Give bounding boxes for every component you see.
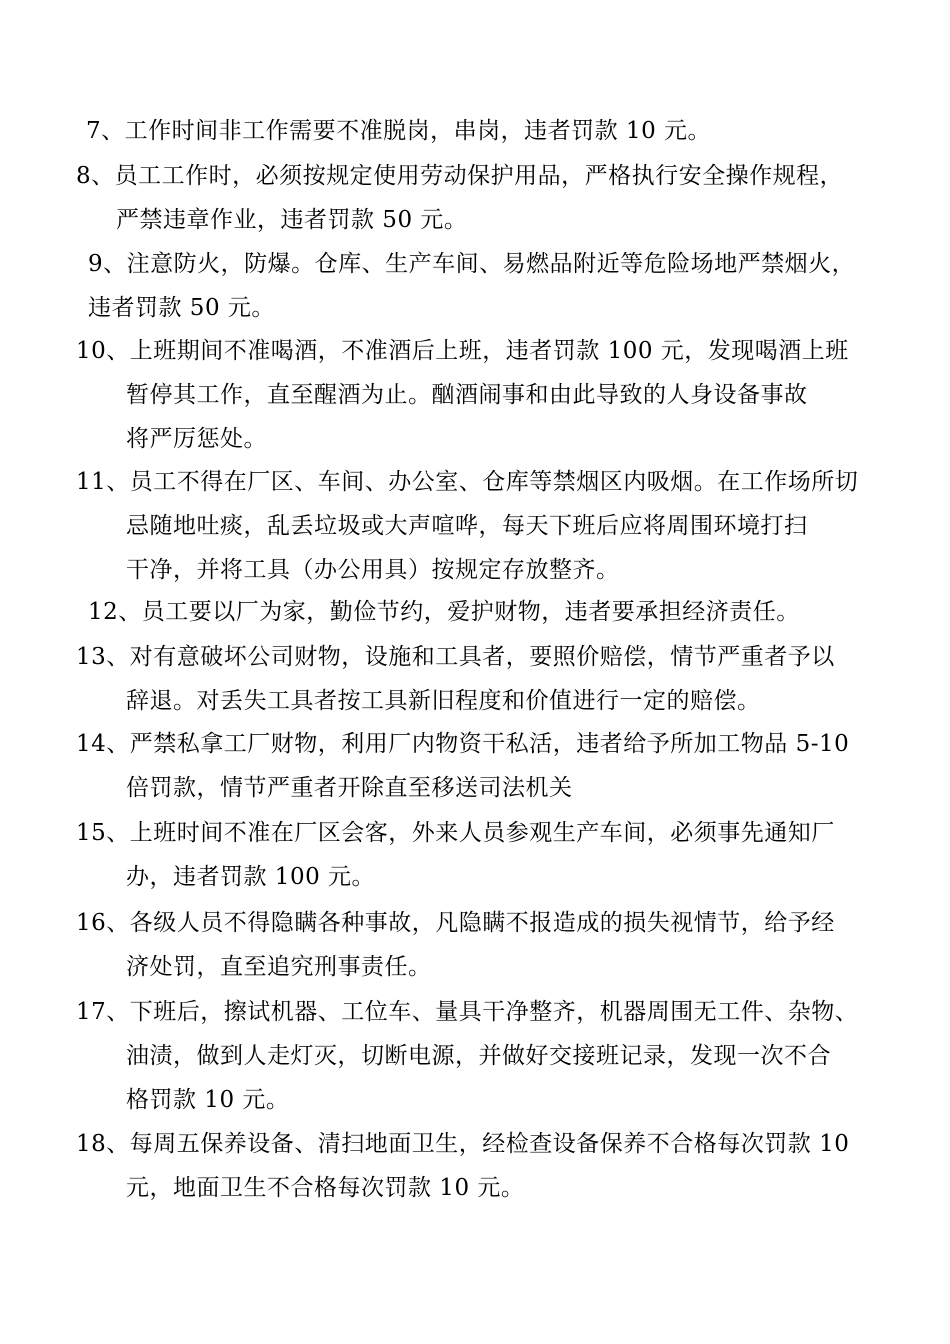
rule-line: 14、严禁私拿工厂财物，利用厂内物资干私活，违者给予所加工物品 5-10 — [76, 731, 850, 757]
rule-15 — [0, 811, 950, 899]
rule-line: 油渍，做到人走灯灭，切断电源，并做好交接班记录，发现一次不合 — [126, 1043, 831, 1069]
rule-line: 元，地面卫生不合格每次罚款 10 元。 — [126, 1175, 525, 1201]
rule-line: 辞退。对丢失工具者按工具新旧程度和价值进行一定的赔偿。 — [126, 688, 761, 714]
rule-line: 暂停其工作，直至醒酒为止。酗酒闹事和由此导致的人身设备事故 — [126, 382, 808, 408]
rule-12 — [0, 590, 950, 634]
rule-line: 8、员工工作时，必须按规定使用劳动保护用品，严格执行安全操作规程， — [76, 163, 844, 189]
rule-17 — [0, 990, 950, 1122]
rule-line: 格罚款 10 元。 — [126, 1087, 290, 1113]
rule-10 — [0, 329, 950, 461]
rule-line: 7、工作时间非工作需要不准脱岗，串岗，违者罚款 10 元。 — [86, 118, 712, 144]
rule-line: 将严厉惩处。 — [126, 426, 267, 452]
rule-line: 13、对有意破坏公司财物，设施和工具者，要照价赔偿，情节严重者予以 — [76, 644, 835, 670]
rule-line: 12、员工要以厂为家，勤俭节约，爱护财物，违者要承担经济责任。 — [88, 599, 800, 625]
rule-line: 严禁违章作业，违者罚款 50 元。 — [116, 207, 468, 233]
rule-8 — [0, 154, 950, 242]
rule-line: 15、上班时间不准在厂区会客，外来人员参观生产车间，必须事先通知厂 — [76, 820, 835, 846]
rule-line: 10、上班期间不准喝酒，不准酒后上班，违者罚款 100 元，发现喝酒上班 — [76, 338, 849, 364]
rule-line: 忌随地吐痰，乱丢垃圾或大声喧哗，每天下班后应将周围环境打扫 — [126, 513, 808, 539]
rule-line: 9、注意防火，防爆。仓库、生产车间、易燃品附近等危险场地严禁烟火， — [88, 251, 856, 277]
rule-14 — [0, 722, 950, 810]
rule-16 — [0, 901, 950, 989]
rule-7 — [0, 109, 950, 153]
rule-line: 11、员工不得在厂区、车间、办公室、仓库等禁烟区内吸烟。在工作场所切 — [76, 469, 859, 495]
rule-line: 倍罚款，情节严重者开除直至移送司法机关 — [126, 775, 573, 801]
rule-line: 16、各级人员不得隐瞒各种事故，凡隐瞒不报造成的损失视情节，给予经 — [76, 910, 835, 936]
rule-18 — [0, 1122, 950, 1210]
rule-9 — [0, 242, 950, 330]
rule-line: 济处罚，直至追究刑事责任。 — [126, 954, 432, 980]
rule-line: 18、每周五保养设备、清扫地面卫生，经检查设备保养不合格每次罚款 10 — [76, 1131, 850, 1157]
rule-line: 办，违者罚款 100 元。 — [126, 864, 376, 890]
rule-line: 违者罚款 50 元。 — [88, 295, 275, 321]
rule-11 — [0, 460, 950, 592]
rule-line: 干净，并将工具（办公用具）按规定存放整齐。 — [126, 557, 620, 583]
rule-13 — [0, 635, 950, 723]
rule-line: 17、下班后，擦试机器、工位车、量具干净整齐，机器周围无工件、杂物、 — [76, 999, 859, 1025]
